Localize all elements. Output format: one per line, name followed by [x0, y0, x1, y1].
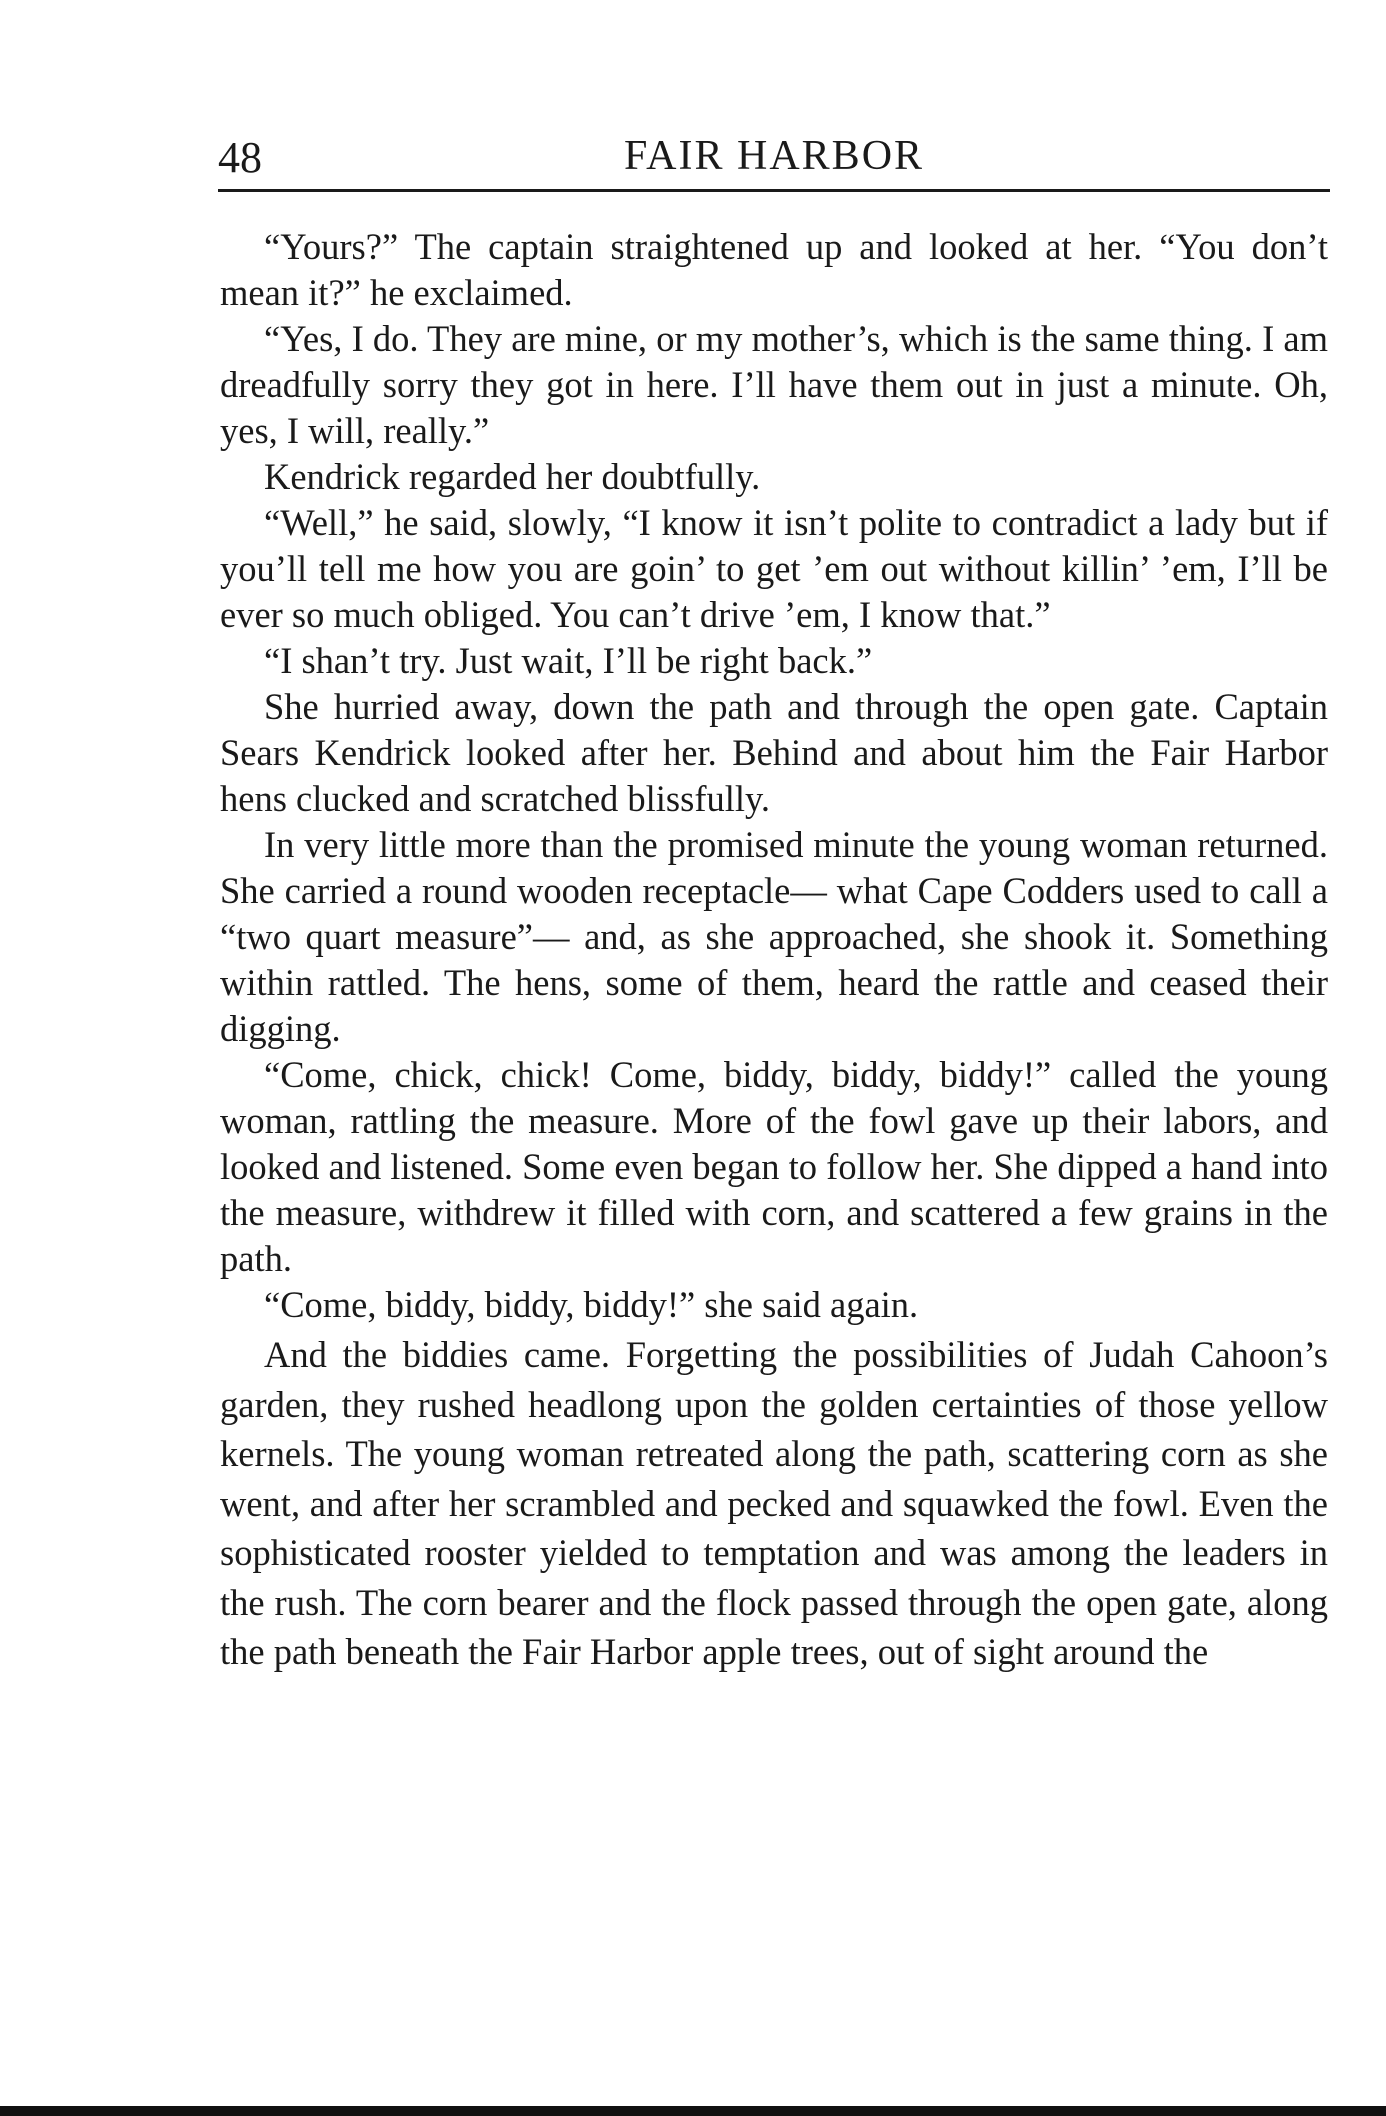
- running-title: FAIR HARBOR: [623, 133, 925, 179]
- paragraph: In very little more than the promised minute the young woman returned. She carried a round wooden receptacle— what Cape Codders used to call a “two quart measure”— and, as she approached, she shook it. Something within rattled. The hens, some of them, heard the rattle and ceased their digging.: [220, 824, 1328, 1049]
- paragraph: “Yes, I do. They are mine, or my mother’s, which is the same thing. I am dreadfully sorry they got in here. I’ll have them out in just a minute. Oh, yes, I will, really.”: [220, 318, 1328, 451]
- paragraph: “Yours?” The captain straightened up and looked at her. “You don’t mean it?” he exclaimed.: [220, 226, 1328, 313]
- body-text: [220, 224, 1328, 1677]
- paragraph: And the biddies came. Forgetting the possibilities of Judah Cahoon’s garden, they rushed headlong upon the golden certainties of those yellow kernels. The young woman retreated along the path, scattering corn as she went, and after her scrambled and pecked and squawked the fowl. Even the sophisticated rooster yielded to temptation and was among the leaders in the rush. The corn bearer and the flock passed through the open gate, along the path beneath the Fair Harbor apple trees, out of sight around the: [220, 1334, 1328, 1672]
- paragraph: “Come, chick, chick! Come, biddy, biddy, biddy!” called the young woman, rattling the measure. More of the fowl gave up their labors, and looked and listened. Some even began to follow her. She dipped a hand into the measure, withdrew it filled with corn, and scattered a few grains in the path.: [220, 1054, 1328, 1279]
- paragraph: “Well,” he said, slowly, “I know it isn’t polite to contradict a lady but if you’ll tell me how you are goin’ to get ’em out without killin’ ’em, I’ll be ever so much obliged. You can’t drive ’em, I know that.”: [220, 502, 1328, 635]
- running-head: [218, 128, 1330, 192]
- scan-bottom-edge: [0, 2106, 1386, 2116]
- paragraph: She hurried away, down the path and through the open gate. Captain Sears Kendrick looked after her. Behind and about him the Fair Harbor hens clucked and scratched blissfully.: [220, 686, 1328, 819]
- paragraph: Kendrick regarded her doubtfully.: [264, 456, 761, 497]
- paragraph: “I shan’t try. Just wait, I’ll be right back.”: [264, 640, 873, 681]
- paragraph: “Come, biddy, biddy, biddy!” she said again.: [264, 1284, 919, 1325]
- page-number: 48: [218, 133, 262, 182]
